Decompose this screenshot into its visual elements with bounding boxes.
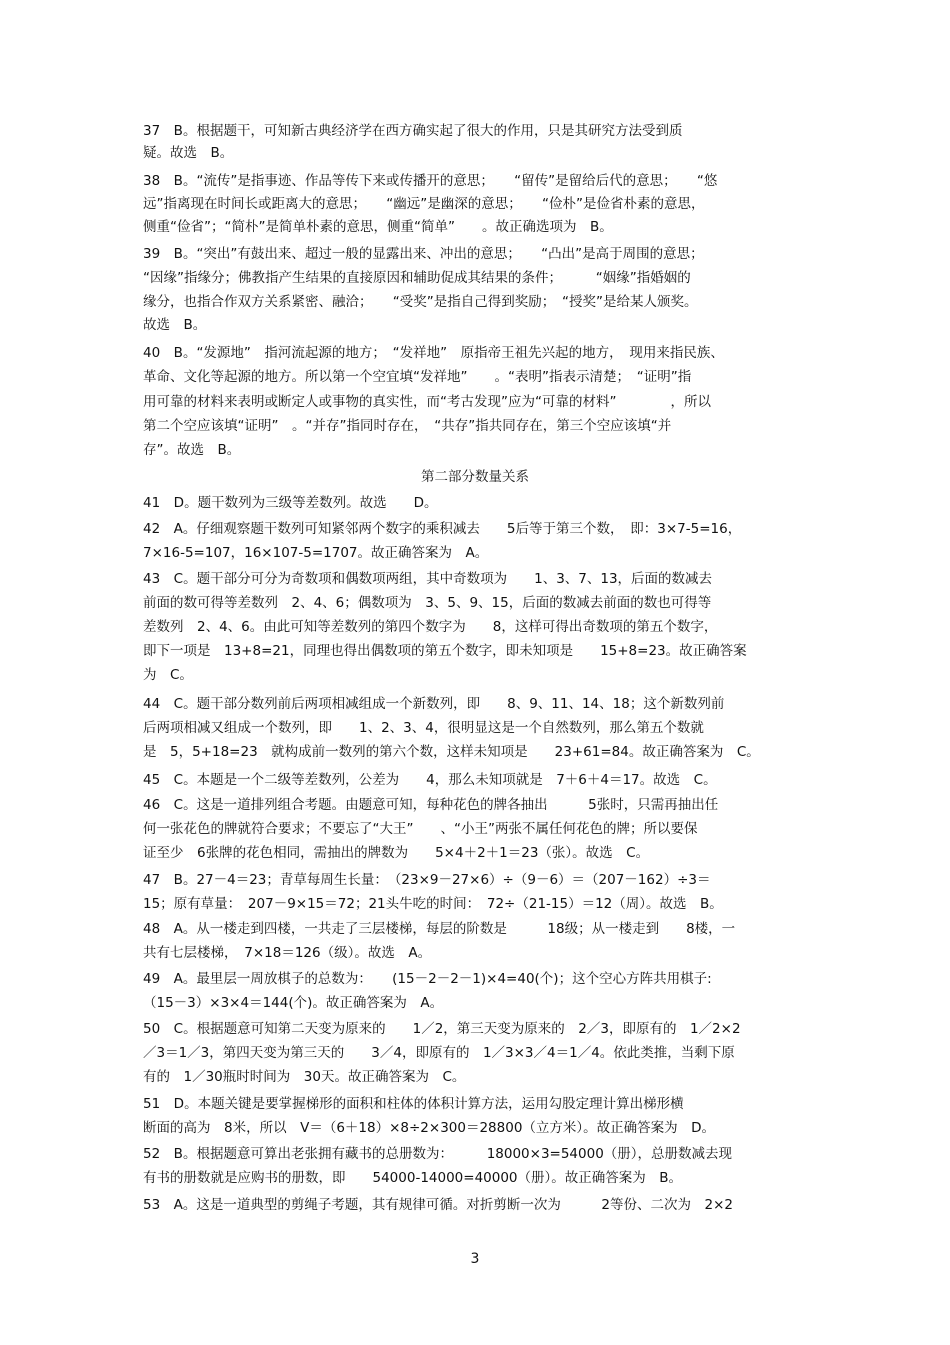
text-line: 后两项相减又组成一个数列，即 1、2、3、4，很明显这是一个自然数列，那么第五个数就 <box>143 720 704 736</box>
text-line: 为 C。 <box>143 667 193 683</box>
text-line: （15－3）×3×4＝144(个)。故正确答案为 A。 <box>143 995 444 1011</box>
text-line: 疑。故选 B。 <box>143 145 234 161</box>
text-line: 52 B。根据题意可算出老张拥有藏书的总册数为： 18000×3=54000（册），总册数减去现 <box>143 1146 733 1162</box>
text-line: 是 5，5+18=23 就构成前一数列的第六个数，这样未知项是 23+61=84。故正确答案为 C。 <box>143 744 760 760</box>
text-line: 41 D。题干数列为三级等差数列。故选 D。 <box>143 495 438 511</box>
text-line: 差数列 2、4、6。由此可知等差数列的第四个数字为 8，这样可得出奇数项的第五个数字， <box>143 619 718 635</box>
text-line: ／3＝1／3，第四天变为第三天的 3／4，即原有的 1／3×3／4＝1／4。依此类推，当剩下原 <box>143 1045 735 1061</box>
text-line: 53 A。这是一道典型的剪绳子考题，其有规律可循。对折剪断一次为 2等份、二次为 2×2 <box>143 1197 733 1213</box>
text-line: 43 C。题干部分可分为奇数项和偶数项两组，其中奇数项为 1、3、7、13，后面的数减去 <box>143 571 713 587</box>
text-line: 40 B。“发源地” 指河流起源的地方； “发祥地” 原指帝王祖先兴起的地方， 现用来指民族、 <box>143 345 724 361</box>
text-line: 故选 B。 <box>143 317 207 333</box>
section-heading: 第二部分数量关系 <box>421 469 529 485</box>
text-line: 47 B。27－4＝23；青草每周生长量： （23×9－27×6）÷（9－6）＝（207－162）÷3＝ <box>143 872 711 888</box>
text-line: 缘分，也指合作双方关系紧密、融洽； “受奖”是指自己得到奖励； “授奖”是给某人颁奖。 <box>143 294 698 310</box>
text-line: 51 D。本题关键是要掌握梯形的面积和柱体的体积计算方法，运用勾股定理计算出梯形横 <box>143 1096 684 1112</box>
text-line: 侧重“俭省”；“简朴”是简单朴素的意思，侧重“简单” 。故正确选项为 B。 <box>143 219 613 235</box>
text-line: 42 A。仔细观察题干数列可知紧邻两个数字的乘积减去 5后等于第三个数， 即：3×7-5=16， <box>143 521 742 537</box>
page-number: 3 <box>470 1251 480 1267</box>
text-line: 45 C。本题是一个二级等差数列，公差为 4，那么未知项就是 7＋6＋4＝17。故选 C。 <box>143 772 717 788</box>
text-line: “因缘”指缘分；佛教指产生结果的直接原因和辅助促成其结果的条件； “姻缘”指婚姻的 <box>143 270 691 286</box>
text-line: 革命、文化等起源的地方。所以第一个空宜填“发祥地” 。“表明”指表示清楚； “证明”指 <box>143 369 692 385</box>
text-line: 远”指离现在时间长或距离大的意思； “幽远”是幽深的意思； “俭朴”是俭省朴素的意思， <box>143 196 705 212</box>
text-line: 共有七层楼梯， 7×18＝126（级）。故选 A。 <box>143 945 432 961</box>
text-line: 有书的册数就是应购书的册数，即 54000-14000=40000（册）。故正确答案为 B。 <box>143 1170 683 1186</box>
text-line: 何一张花色的牌就符合要求；不要忘了“大王” 、“小王”两张不属任何花色的牌；所以要保 <box>143 821 698 837</box>
text-line: 即下一项是 13+8=21，同理也得出偶数项的第五个数字，即未知项是 15+8=23。故正确答案 <box>143 643 747 659</box>
text-line: 38 B。“流传”是指事迹、作品等传下来或传播开的意思； “留传”是留给后代的意思； “悠 <box>143 173 718 189</box>
text-line: 46 C。这是一道排列组合考题。由题意可知，每种花色的牌各抽出 5张时，只需再抽出任 <box>143 797 719 813</box>
text-line: 第二个空应该填“证明” 。“并存”指同时存在， “共存”指共同存在，第三个空应该填“并 <box>143 418 672 434</box>
text-line: 44 C。题干部分数列前后两项相减组成一个新数列，即 8、9、11、14、18；这个新数列前 <box>143 696 725 712</box>
text-line: 有的 1／30瓶时时间为 30天。故正确答案为 C。 <box>143 1069 466 1085</box>
text-line: 15；原有草量： 207－9×15＝72；21头牛吃的时间： 72÷（21-15）＝12（周）。故选 B。 <box>143 896 723 912</box>
text-line: 用可靠的材料来表明或断定人或事物的真实性，而“考古发现”应为“可靠的材料” ，所以 <box>143 394 711 410</box>
text-line: 50 C。根据题意可知第二天变为原来的 1／2，第三天变为原来的 2／3，即原有的 1／2×2 <box>143 1021 741 1037</box>
text-line: 37 B。根据题干，可知新古典经济学在西方确实起了很大的作用，只是其研究方法受到质 <box>143 123 683 139</box>
text-line: 存”。故选 B。 <box>143 442 241 458</box>
text-line: 前面的数可得等差数列 2、4、6；偶数项为 3、5、9、15，后面的数减去前面的数也可得等 <box>143 595 712 611</box>
text-line: 48 A。从一楼走到四楼，一共走了三层楼梯，每层的阶数是 18级；从一楼走到 8楼，一 <box>143 921 736 937</box>
text-line: 49 A。最里层一周放棋子的总数为： (15－2－2－1)×4=40(个)；这个空心方阵共用棋子: <box>143 971 712 987</box>
text-line: 断面的高为 8米，所以 V＝（6＋18）×8÷2×300＝28800（立方米）。故正确答案为 D。 <box>143 1120 716 1136</box>
text-line: 证至少 6张牌的花色相同，需抽出的牌数为 5×4＋2＋1＝23（张）。故选 C。 <box>143 845 650 861</box>
text-line: 7×16-5=107，16×107-5=1707。故正确答案为 A。 <box>143 545 489 561</box>
text-line: 39 B。“突出”有鼓出来、超过一般的显露出来、冲出的意思； “凸出”是高于周围的意思； <box>143 246 704 262</box>
